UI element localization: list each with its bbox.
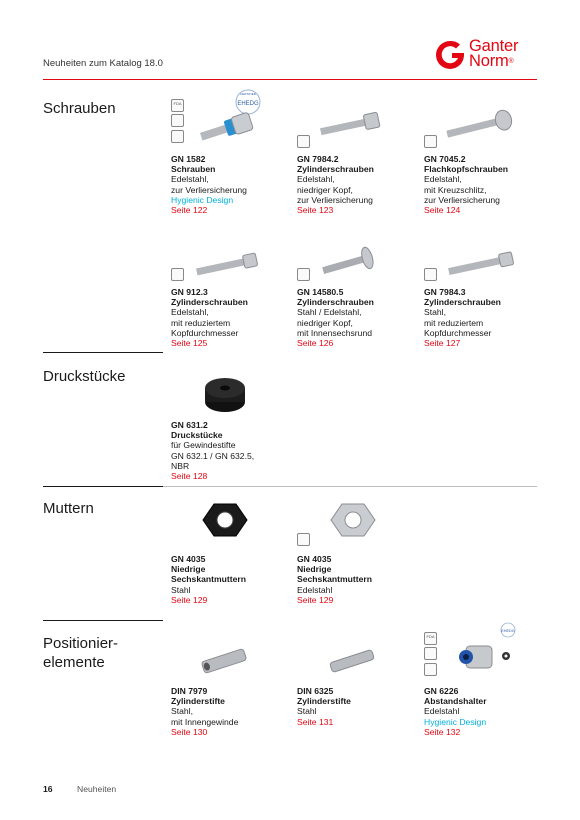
screw-gn1582-image [190,84,270,144]
standard-badge-icon [171,268,184,281]
page-link[interactable]: Seite 129 [297,594,334,605]
screw-gn7984-2-image [315,108,385,142]
spacer-gn6226-image [440,620,530,682]
section-title-druckstuecke: Druckstücke [43,368,126,385]
certified-seal-text: CERTIFIED [240,92,256,96]
hex-nut-steel-image [202,500,248,540]
svg-text:EHEDG: EHEDG [501,629,515,633]
screw-gn14580-5-image [316,246,381,280]
product-gn7984-3: GN 7984.3 Zylinderschrauben Stahl, mit reduziertem Kopfdurchmesser Seite 127 [424,287,546,348]
product-gn7984-2: GN 7984.2 Zylinderschrauben Edelstahl, niedriger Kopf, zur Verliersicherung Seite 123 [297,154,419,215]
standard-badge-icon [297,268,310,281]
standard-badge-icon [424,268,437,281]
standard-badge-icon [297,135,310,148]
page-link[interactable]: Seite 131 [297,716,334,727]
page-link[interactable]: Seite 126 [297,338,334,349]
page-link[interactable]: Seite 129 [171,594,208,605]
standard-badge-icon [171,130,184,143]
pressure-pad-gn631-2-image [202,374,248,418]
drop-badge-icon [171,114,184,127]
ehedg-seal-text: EHEDG [237,101,259,107]
product-gn631-2: GN 631.2 Druckstücke für Gewindestifte GN 632.1 / GN 632.5, NBR Seite 128 [171,420,293,481]
page-number: 16 [43,784,53,794]
screw-gn7045-2-image [442,106,522,144]
fda-badge-icon: FDA [424,632,437,645]
page-link[interactable]: Seite 130 [171,726,208,737]
product-gn4035-stainless: GN 4035 Niedrige Sechskantmuttern Edelstahl Seite 129 [297,554,419,605]
page-link[interactable]: Seite 132 [424,726,461,737]
pin-din7979-image [196,644,252,678]
section-divider [43,352,163,353]
page-link[interactable]: Seite 124 [424,205,461,216]
logo-line-1: Ganter [469,37,519,55]
footer-label: Neuheiten [77,784,117,794]
fda-badge-icon: FDA [171,99,184,112]
section-divider-light [163,486,537,487]
product-gn14580-5: GN 14580.5 Zylinderschrauben Stahl / Edelstahl, niedriger Kopf, mit Innensechsrund Seite 126 [297,287,419,348]
catalog-header-title: Neuheiten zum Katalog 18.0 [43,58,163,69]
screw-gn7984-3-image [442,248,522,280]
registered-mark: ® [508,58,514,65]
page-link[interactable]: Seite 127 [424,338,461,349]
standard-badge-icon [424,663,437,676]
section-divider [43,620,163,621]
page-link[interactable]: Seite 122 [171,205,208,216]
pin-din6325-image [324,644,380,678]
product-gn6226: GN 6226 Abstandshalter Edelstahl Hygienic Design Seite 132 [424,686,546,737]
page-link[interactable]: Seite 125 [171,338,208,349]
standard-badge-icon [424,135,437,148]
drop-badge-icon [424,647,437,660]
hex-nut-stainless-image [330,500,376,540]
standard-badge-icon [297,533,310,546]
ganter-norm-logo [433,38,543,72]
section-title-muttern: Muttern [43,500,94,517]
logo-line-2: Norm [469,52,509,70]
page-link[interactable]: Seite 123 [297,205,334,216]
product-din6325: DIN 6325 Zylinderstifte Stahl Seite 131 [297,686,419,727]
product-gn4035-steel: GN 4035 Niedrige Sechskantmuttern Stahl Seite 129 [171,554,293,605]
product-gn7045-2: GN 7045.2 Flachkopfschrauben Edelstahl, mit Kreuzschlitz, zur Verliersicherung Seite 124 [424,154,546,215]
product-din7979: DIN 7979 Zylinderstifte Stahl, mit Innengewinde Seite 130 [171,686,293,737]
section-title-positionierelemente: Positionier- elemente [43,635,119,671]
section-title-schrauben: Schrauben [43,100,116,117]
page-link[interactable]: Seite 128 [171,471,208,482]
header-divider [43,79,537,80]
product-gn912-3: GN 912.3 Zylinderschrauben Edelstahl, mit reduziertem Kopfdurchmesser Seite 125 [171,287,293,348]
screw-gn912-3-image [190,249,265,281]
ganter-logo-icon [433,38,467,72]
product-gn1582: GN 1582 Schrauben Edelstahl, zur Verliersicherung Hygienic Design Seite 122 [171,154,293,215]
section-divider [43,486,163,487]
